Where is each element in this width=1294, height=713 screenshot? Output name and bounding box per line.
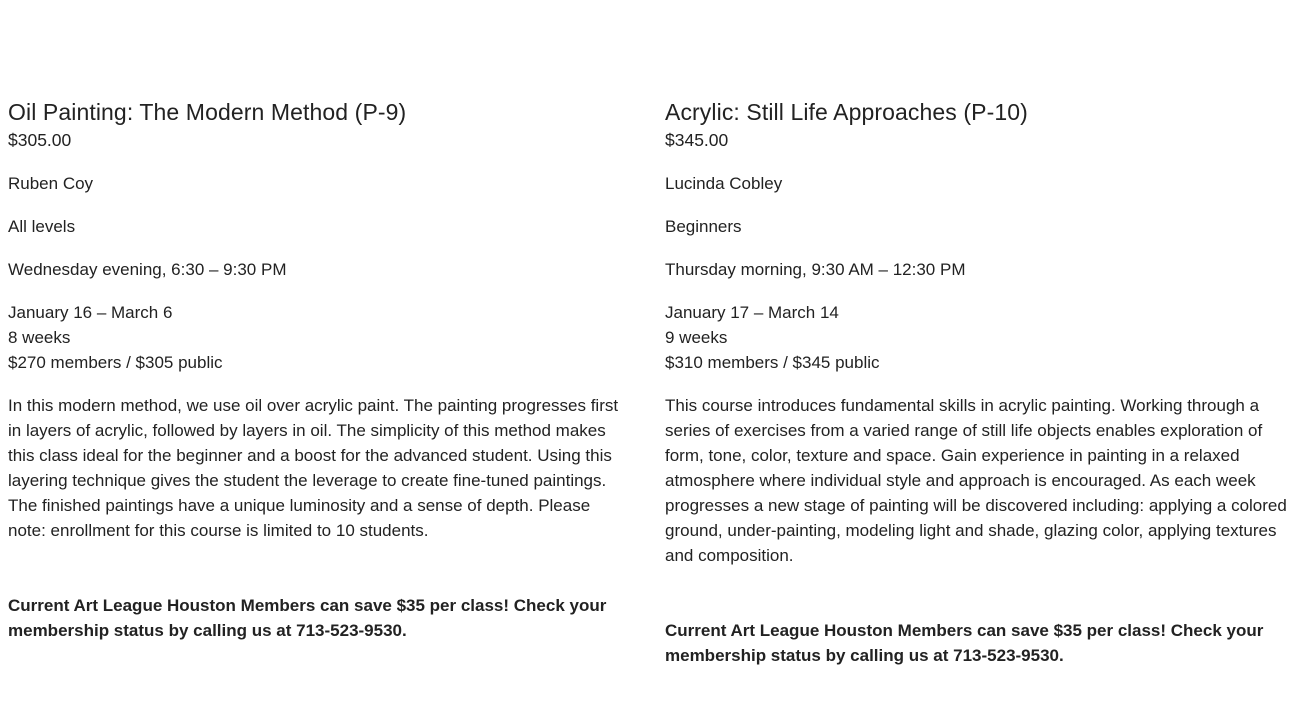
course-level: Beginners — [665, 217, 742, 236]
course-instructor: Ruben Coy — [8, 174, 94, 193]
course-dates-block — [665, 300, 1287, 375]
course-schedule: Thursday morning, 9:30 AM – 12:30 PM — [665, 260, 966, 279]
course-level: All levels — [8, 217, 76, 236]
course-dates: January 16 – March 6 — [8, 303, 173, 322]
course-price: $305.00 — [8, 130, 72, 150]
member-promo-note: Current Art League Houston Members can save $35 per class! Check your membership status by calling us at 713-523-9530. — [665, 621, 1264, 665]
course-duration: 8 weeks — [8, 328, 71, 347]
course-description: In this modern method, we use oil over acrylic paint. The painting progresses first in layers of acrylic, followed by layers in oil. The simplicity of this method makes this class ideal for the beginner and a boost for the advanced student. Using this layering technique gives the student the leverage to create fine-tuned paintings. The finished paintings have a unique luminosity and a sense of depth. Please note: enrollment for this course is limited to 10 students. — [8, 396, 619, 540]
course-instructor: Lucinda Cobley — [665, 174, 783, 193]
course-dates-block — [8, 300, 628, 375]
course-card-oil-painting — [8, 96, 628, 643]
course-price: $345.00 — [665, 130, 729, 150]
course-title: Oil Painting: The Modern Method (P-9) — [8, 99, 407, 125]
course-pricing: $310 members / $345 public — [665, 353, 880, 372]
course-card-acrylic-still-life — [665, 96, 1287, 668]
course-title: Acrylic: Still Life Approaches (P-10) — [665, 99, 1028, 125]
course-duration: 9 weeks — [665, 328, 728, 347]
member-promo-note: Current Art League Houston Members can save $35 per class! Check your membership status by calling us at 713-523-9530. — [8, 596, 607, 640]
course-schedule: Wednesday evening, 6:30 – 9:30 PM — [8, 260, 287, 279]
course-pricing: $270 members / $305 public — [8, 353, 223, 372]
course-description: This course introduces fundamental skills in acrylic painting. Working through a series of exercises from a varied range of still life objects enables exploration of form, tone, color, texture and space. Gain experience in painting in a relaxed atmosphere where individual style and approach is encouraged. As each week progresses a new stage of painting will be discovered including: applying a colored ground, under-painting, modeling light and shade, glazing color, applying textures and composition. — [665, 396, 1287, 565]
course-dates: January 17 – March 14 — [665, 303, 839, 322]
